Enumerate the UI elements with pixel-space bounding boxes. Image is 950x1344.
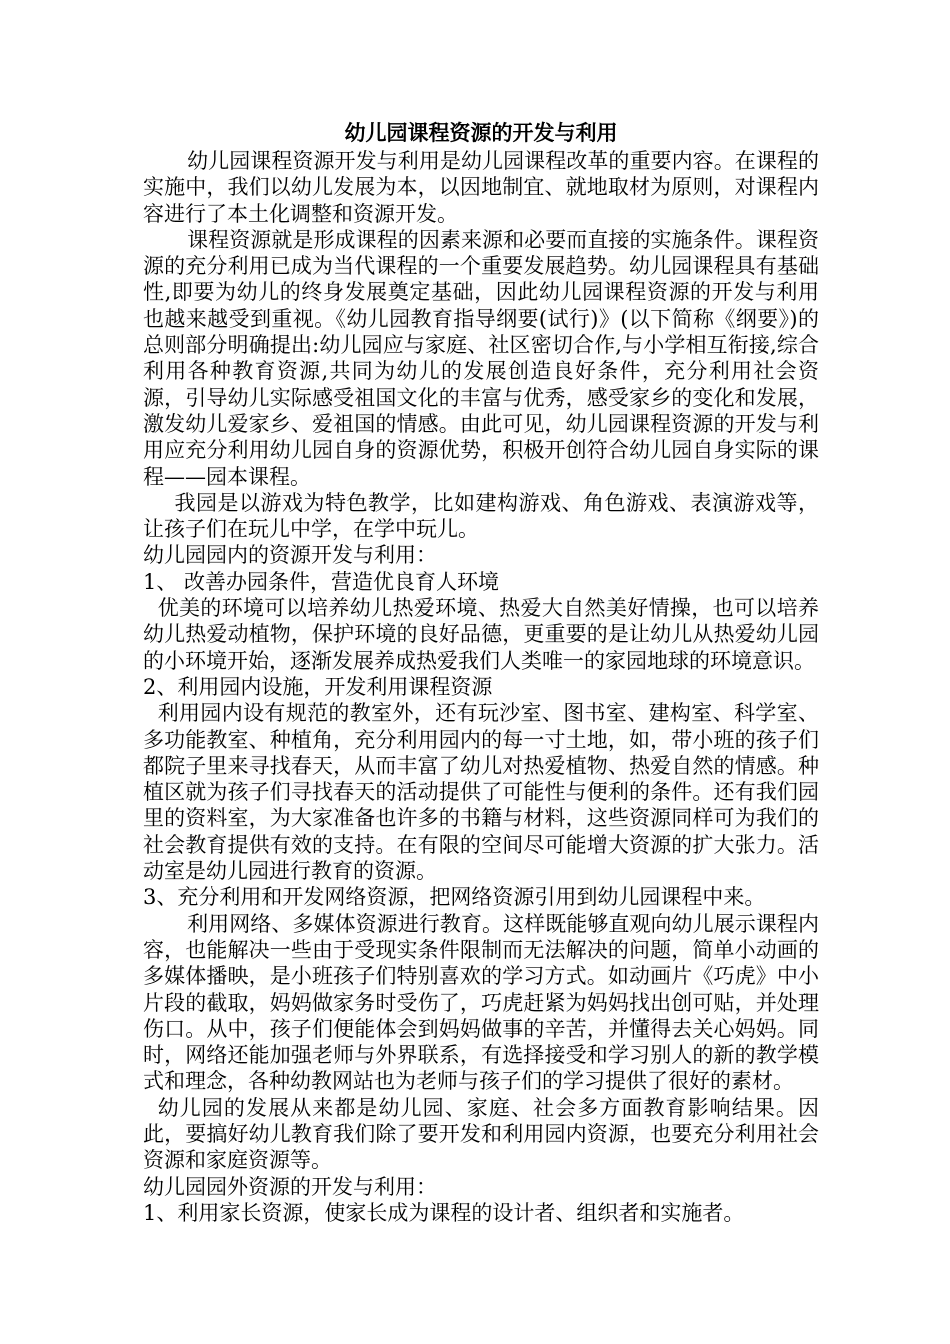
item1-heading: 1、 改善办园条件，营造优良育人环境 [143, 569, 500, 594]
outer-resources-heading: 幼儿园园外资源的开发与利用： [143, 1174, 437, 1199]
outer-item1-heading: 1、利用家长资源，使家长成为课程的设计者、组织者和实施者。 [143, 1200, 745, 1225]
item2-heading: 2、利用园内设施，开发利用课程资源 [143, 674, 493, 699]
summary-paragraph: 幼儿园的发展从来都是幼儿园、家庭、社会多方面教育影响结果。因此，要搞好幼儿教育我们除了要开发和利用园内资源，也要充分利用社会资源和家庭资源等。 [143, 1095, 819, 1173]
item3-heading: 3、充分利用和开发网络资源，把网络资源引用到幼儿园课程中来。 [143, 885, 766, 910]
item3-paragraph: 利用网络、多媒体资源进行教育。这样既能够直观向幼儿展示课程内容，也能解决一些由于受现实条件限制而无法解决的问题，简单小动画的多媒体播映，是小班孩子们特别喜欢的学习方式。如动画片《巧虎》中小片段的截取，妈妈做家务时受伤了，巧虎赶紧为妈妈找出创可贴，并处理伤口。从中，孩子们便能体会到妈妈做事的辛苦，并懂得去关心妈妈。同时，网络还能加强老师与外界联系，有选择接受和学习别人的新的教学模式和理念，各种幼教网站也为老师与孩子们的学习提供了很好的素材。 [143, 911, 819, 1094]
document-title: 幼儿园课程资源的开发与利用 [344, 120, 618, 145]
game-teaching-paragraph: 我园是以游戏为特色教学，比如建构游戏、角色游戏、表演游戏等，让孩子们在玩儿中学，在学中玩儿。 [143, 490, 819, 542]
inner-resources-heading: 幼儿园园内的资源开发与利用： [143, 543, 437, 568]
document-body [143, 118, 819, 1226]
intro-paragraph: 幼儿园课程资源开发与利用是幼儿园课程改革的重要内容。在课程的实施中，我们以幼儿发展为本，以因地制宜、就地取材为原则，对课程内容进行了本土化调整和资源开发。 [143, 149, 819, 226]
item2-paragraph: 利用园内设有规范的教室外，还有玩沙室、图书室、建构室、科学室、多功能教室、种植角，充分利用园内的每一寸土地，如，带小班的孩子们都院子里来寻找春天，从而丰富了幼儿对热爱植物、热爱自然的情感。种植区就为孩子们寻找春天的活动提供了可能性与便利的条件。还有我们园里的资料室，为大家准备也许多的书籍与材料，这些资源同样可为我们的社会教育提供有效的支持。在有限的空间尽可能增大资源的扩大张力。活动室是幼儿园进行教育的资源。 [143, 701, 819, 884]
item1-paragraph: 优美的环境可以培养幼儿热爱环境、热爱大自然美好情操，也可以培养幼儿热爱动植物，保护环境的良好品德，更重要的是让幼儿从热爱幼儿园的小环境开始，逐渐发展养成热爱我们人类唯一的家园地球的环境意识。 [143, 596, 819, 673]
definition-paragraph: 课程资源就是形成课程的因素来源和必要而直接的实施条件。课程资源的充分利用已成为当代课程的一个重要发展趋势。幼儿园课程具有基础性,即要为幼儿的终身发展奠定基础，因此幼儿园课程资源的开发与利用也越来越受到重视。《幼儿园教育指导纲要(试行)》(以下简称《纲要》)的总则部分明确提出:幼儿园应与家庭、社区密切合作,与小学相互衔接,综合利用各种教育资源,共同为幼儿的发展创造良好条件，充分利用社会资源，引导幼儿实际感受祖国文化的丰富与优秀，感受家乡的变化和发展，激发幼儿爱家乡、爱祖国的情感。由此可见，幼儿园课程资源的开发与利用应充分利用幼儿园自身的资源优势，积极开创符合幼儿园自身实际的课程——园本课程。 [143, 227, 819, 489]
